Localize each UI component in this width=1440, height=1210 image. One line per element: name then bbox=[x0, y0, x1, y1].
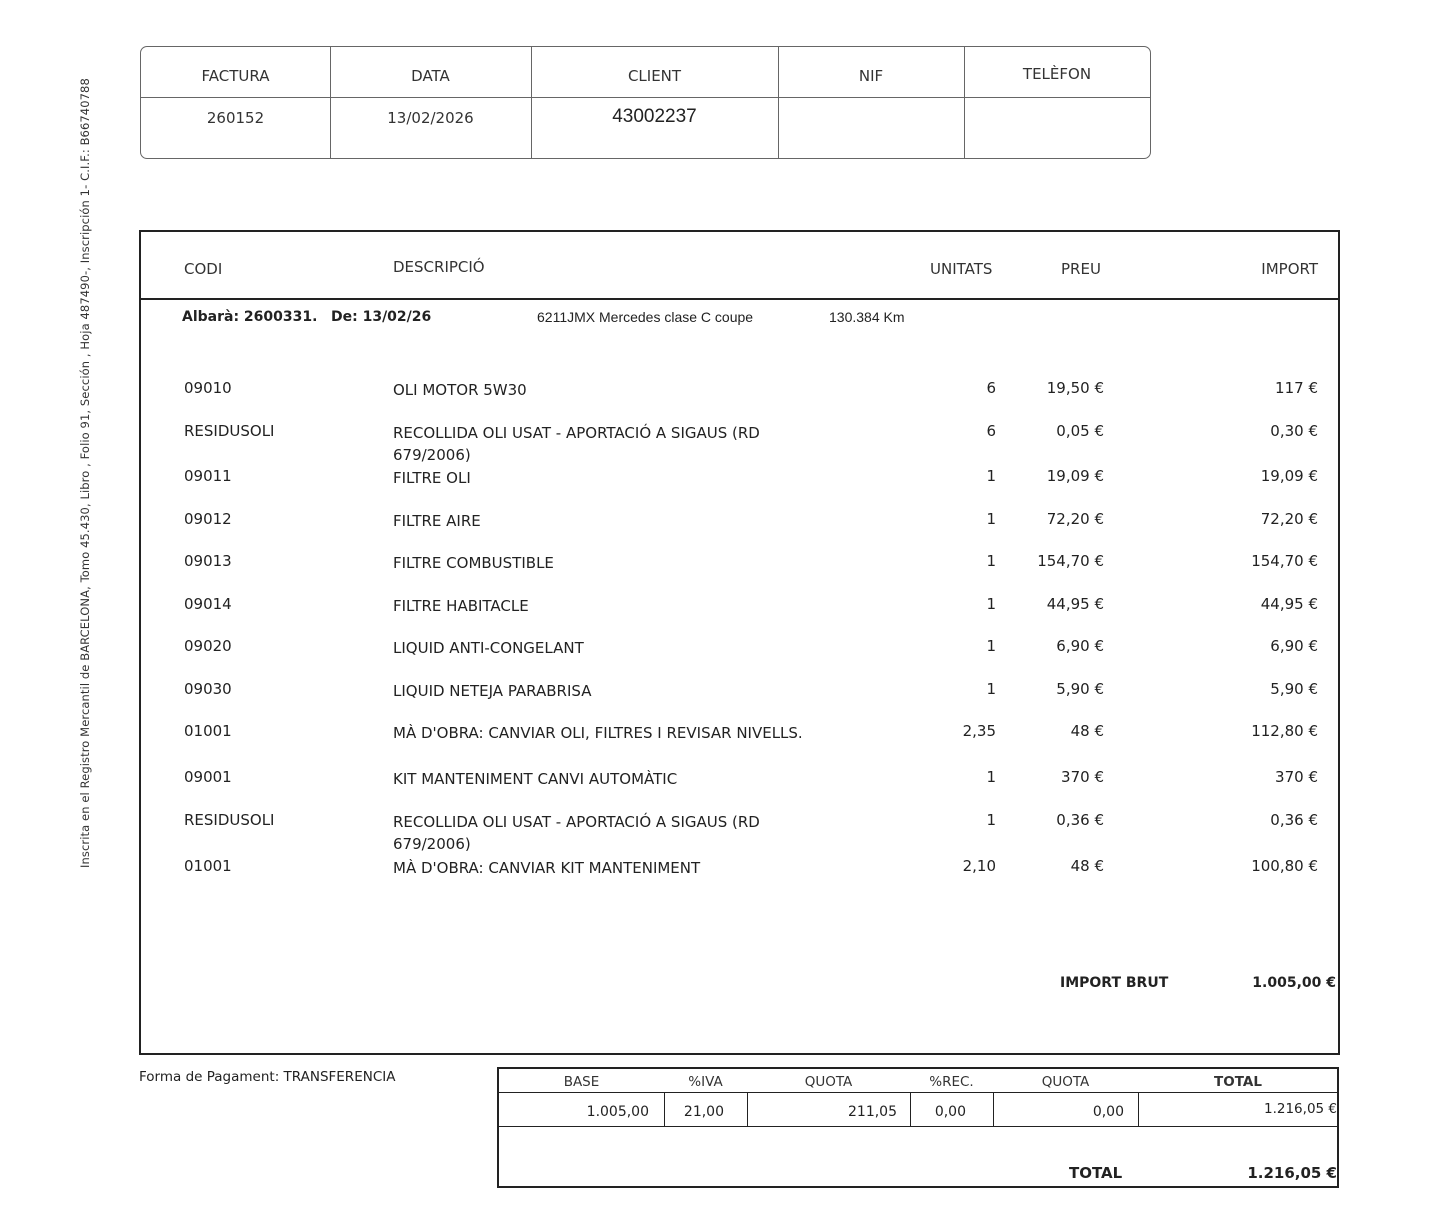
item-units: 1 bbox=[986, 637, 996, 655]
invoice-header-table bbox=[140, 46, 1151, 159]
albara-date: De: 13/02/26 bbox=[331, 309, 432, 325]
item-price: 48 € bbox=[1070, 857, 1104, 875]
invoice-label: FACTURA bbox=[201, 67, 270, 85]
item-description: RECOLLIDA OLI USAT - APORTACIÓ A SIGAUS (RD 679/2006) bbox=[393, 813, 760, 853]
date-label: DATA bbox=[411, 67, 450, 85]
col-code: CODI bbox=[184, 260, 223, 278]
item-code: 09020 bbox=[184, 637, 232, 655]
item-code: 01001 bbox=[184, 857, 232, 875]
table-row bbox=[141, 467, 1338, 511]
table-row bbox=[141, 422, 1338, 466]
vehicle-info: 6211JMX Mercedes clase C coupe bbox=[537, 309, 754, 325]
table-row bbox=[141, 811, 1338, 855]
item-description: RECOLLIDA OLI USAT - APORTACIÓ A SIGAUS (RD 679/2006) bbox=[393, 424, 760, 464]
item-amount: 72,20 € bbox=[1260, 510, 1318, 528]
item-code: 01001 bbox=[184, 722, 232, 740]
item-units: 1 bbox=[986, 680, 996, 698]
payment-method: Forma de Pagament: TRANSFERENCIA bbox=[139, 1069, 396, 1085]
item-amount: 117 € bbox=[1275, 379, 1318, 397]
item-amount: 0,36 € bbox=[1270, 811, 1318, 829]
item-price: 0,05 € bbox=[1056, 422, 1104, 440]
item-description: FILTRE AIRE bbox=[393, 512, 481, 530]
item-description: FILTRE COMBUSTIBLE bbox=[393, 554, 554, 572]
item-code: RESIDUSOLI bbox=[184, 422, 275, 440]
col-units: UNITATS bbox=[930, 260, 993, 278]
item-description: FILTRE OLI bbox=[393, 469, 471, 487]
item-units: 1 bbox=[986, 552, 996, 570]
totals-table bbox=[497, 1067, 1339, 1188]
invoice-date: 13/02/2026 bbox=[387, 109, 474, 127]
item-description: OLI MOTOR 5W30 bbox=[393, 381, 527, 399]
invoice-number: 260152 bbox=[206, 109, 265, 127]
item-code: 09030 bbox=[184, 680, 232, 698]
totals-quota2-value: 0,00 bbox=[1092, 1104, 1124, 1120]
item-price: 6,90 € bbox=[1056, 637, 1104, 655]
invoice-lines-table bbox=[139, 230, 1340, 1055]
totals-iva-label: %IVA bbox=[688, 1074, 723, 1090]
registry-info: Inscrita en el Registro Mercantil de BARCELONA, Tomo 45.430, Libro , Folio 91, Sección , Hoja 487490-, Inscripción 1- C.I.F.: B66740788 bbox=[78, 78, 92, 868]
item-code: 09011 bbox=[184, 467, 232, 485]
item-units: 6 bbox=[986, 422, 996, 440]
item-description: MÀ D'OBRA: CANVIAR OLI, FILTRES I REVISAR NIVELLS. bbox=[393, 724, 803, 742]
item-price: 370 € bbox=[1061, 768, 1104, 786]
table-row bbox=[141, 510, 1338, 554]
item-units: 1 bbox=[986, 510, 996, 528]
phone-label: TELÈFON bbox=[1022, 65, 1092, 83]
item-price: 48 € bbox=[1070, 722, 1104, 740]
totals-total-label: TOTAL bbox=[1214, 1074, 1262, 1090]
item-units: 1 bbox=[986, 768, 996, 786]
item-amount: 19,09 € bbox=[1260, 467, 1318, 485]
item-units: 2,10 bbox=[962, 857, 996, 875]
item-price: 5,90 € bbox=[1056, 680, 1104, 698]
totals-rec-label: %REC. bbox=[929, 1074, 974, 1090]
item-units: 2,35 bbox=[962, 722, 996, 740]
item-amount: 44,95 € bbox=[1260, 595, 1318, 613]
item-amount: 5,90 € bbox=[1270, 680, 1318, 698]
table-row bbox=[141, 379, 1338, 423]
totals-total-value: 1.216,05 € bbox=[1264, 1101, 1337, 1117]
item-code: RESIDUSOLI bbox=[184, 811, 275, 829]
col-price: PREU bbox=[1061, 260, 1101, 278]
item-price: 44,95 € bbox=[1046, 595, 1104, 613]
albara-number: Albarà: 2600331. bbox=[182, 309, 318, 325]
totals-base-label: BASE bbox=[563, 1074, 600, 1090]
item-amount: 154,70 € bbox=[1251, 552, 1318, 570]
totals-quota2-label: QUOTA bbox=[1041, 1074, 1090, 1090]
table-row bbox=[141, 680, 1338, 724]
table-row bbox=[141, 768, 1338, 812]
col-amount: IMPORT bbox=[1261, 260, 1318, 278]
item-units: 1 bbox=[986, 595, 996, 613]
item-amount: 0,30 € bbox=[1270, 422, 1318, 440]
gross-value: 1.005,00 € bbox=[1252, 975, 1336, 991]
item-amount: 370 € bbox=[1275, 768, 1318, 786]
table-row bbox=[141, 552, 1338, 596]
item-description: LIQUID NETEJA PARABRISA bbox=[393, 682, 592, 700]
item-units: 1 bbox=[986, 811, 996, 829]
table-row bbox=[141, 722, 1338, 766]
col-description: DESCRIPCIÓ bbox=[393, 258, 485, 276]
totals-quota-label: QUOTA bbox=[804, 1074, 853, 1090]
item-price: 19,09 € bbox=[1046, 467, 1104, 485]
client-label: CLIENT bbox=[627, 67, 682, 85]
item-code: 09001 bbox=[184, 768, 232, 786]
item-price: 154,70 € bbox=[1037, 552, 1104, 570]
item-price: 19,50 € bbox=[1046, 379, 1104, 397]
item-price: 0,36 € bbox=[1056, 811, 1104, 829]
grand-total-value: 1.216,05 € bbox=[1247, 1164, 1337, 1182]
item-amount: 6,90 € bbox=[1270, 637, 1318, 655]
vehicle-km: 130.384 Km bbox=[829, 309, 905, 325]
item-units: 1 bbox=[986, 467, 996, 485]
table-row bbox=[141, 857, 1338, 901]
item-code: 09014 bbox=[184, 595, 232, 613]
nif-label: NIF bbox=[858, 67, 884, 85]
item-description: KIT MANTENIMENT CANVI AUTOMÀTIC bbox=[393, 770, 678, 788]
item-code: 09010 bbox=[184, 379, 232, 397]
item-amount: 100,80 € bbox=[1251, 857, 1318, 875]
table-row bbox=[141, 637, 1338, 681]
item-description: FILTRE HABITACLE bbox=[393, 597, 529, 615]
item-code: 09012 bbox=[184, 510, 232, 528]
table-row bbox=[141, 595, 1338, 639]
item-code: 09013 bbox=[184, 552, 232, 570]
item-price: 72,20 € bbox=[1046, 510, 1104, 528]
client-number: 43002237 bbox=[612, 106, 697, 127]
totals-rec-value: 0,00 bbox=[934, 1104, 966, 1120]
item-description: MÀ D'OBRA: CANVIAR KIT MANTENIMENT bbox=[393, 859, 701, 877]
totals-base-value: 1.005,00 bbox=[586, 1104, 649, 1120]
totals-quota-value: 211,05 bbox=[848, 1104, 897, 1120]
item-description: LIQUID ANTI-CONGELANT bbox=[393, 639, 584, 657]
item-amount: 112,80 € bbox=[1251, 722, 1318, 740]
totals-iva-value: 21,00 bbox=[683, 1104, 724, 1120]
grand-total-label: TOTAL bbox=[1069, 1164, 1123, 1182]
gross-label: IMPORT BRUT bbox=[1060, 975, 1169, 991]
item-units: 6 bbox=[986, 379, 996, 397]
